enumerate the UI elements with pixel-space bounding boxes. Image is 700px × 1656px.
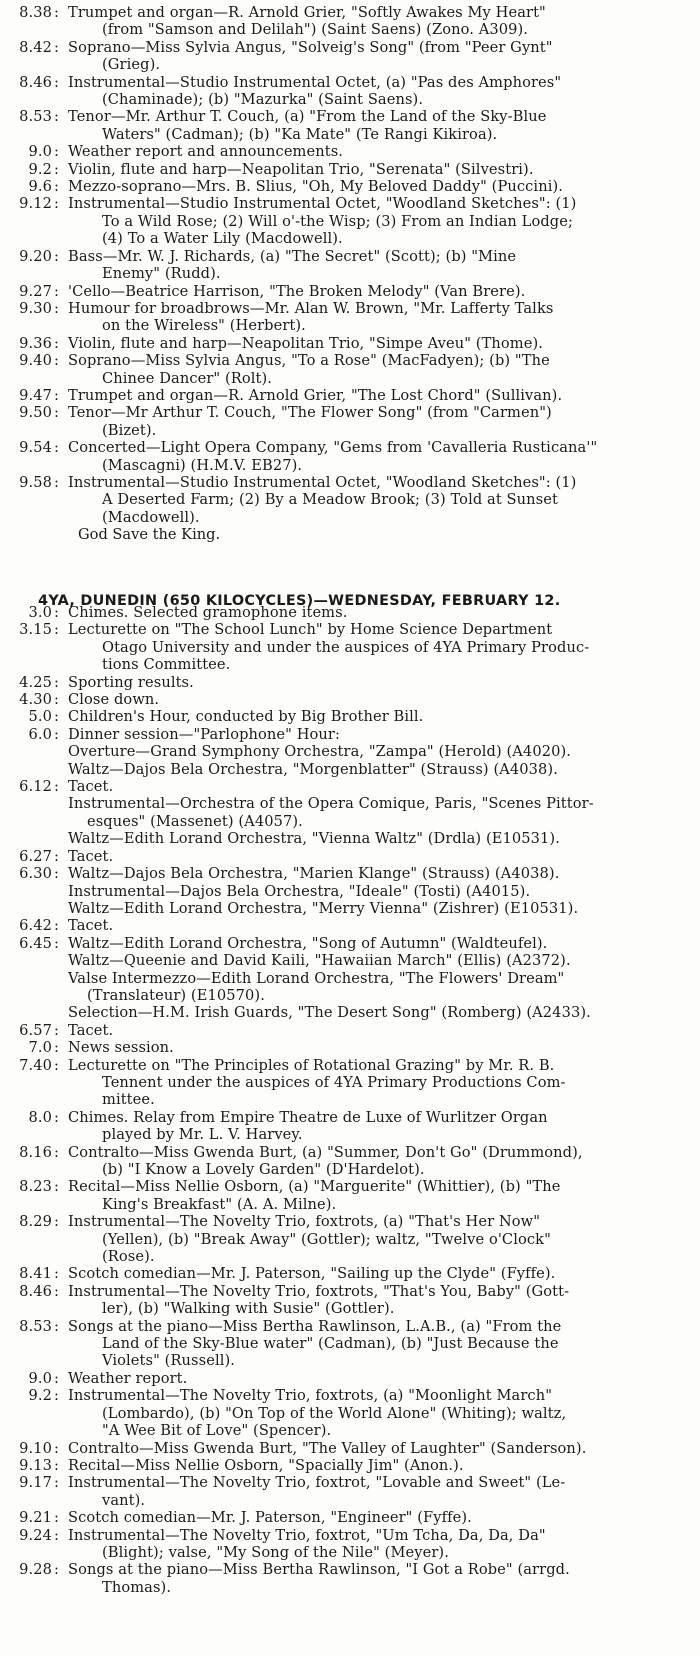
programme-time: 9.2 [28, 160, 52, 178]
programme-time: 9.50 [19, 404, 52, 422]
programme-line: Trumpet and organ—R. Arnold Grier, "Softly Awakes My Heart" [68, 4, 546, 21]
programme-time: 8.46 [19, 1282, 52, 1300]
programme-entry: 3.0 : Chimes. Selected gramophone items. [0, 604, 700, 621]
programme-description [68, 1109, 696, 1144]
programme-line: (Yellen), (b) "Break Away" (Gottler); waltz, "Twelve o'Clock" [102, 1230, 551, 1248]
programme-entry: 4.25 : Sporting results. [0, 674, 700, 691]
programme-time: 9.17 [19, 1474, 52, 1492]
programme-entry: 9.0 : Weather report and announcements. [0, 143, 700, 160]
programme-entry: 3.15 : Lecturette on "The School Lunch" by Home Science Department Otago University and under the auspices of 4YA Primary Produc- tions Committee. [0, 621, 700, 673]
programme-line: Instrumental—Studio Instrumental Octet, "Woodland Sketches": (1) [68, 473, 577, 491]
programme-entry: 8.0 : Chimes. Relay from Empire Theatre de Luxe of Wurlitzer Organ played by Mr. L. V. Harvey. [0, 1109, 700, 1144]
programme-line: Scotch comedian—Mr. J. Paterson, "Engineer" (Fyffe). [68, 1509, 472, 1527]
programme-time: 6.30 [19, 865, 52, 883]
programme-line: Tenor—Mr. Arthur T. Couch, (a) "From the Land of the Sky-Blue [68, 108, 547, 126]
programme-line: Tacet. [68, 1021, 114, 1039]
programme-time: 8.42 [19, 38, 52, 56]
programme-line: (from "Samson and Delilah") (Saint Saens) (Zono. A309). [102, 21, 529, 39]
programme-description [68, 1440, 696, 1457]
programme-description [68, 1039, 696, 1056]
programme-sub-item: Waltz—Queenie and David Kaili, "Hawaiian March" (Ellis) (A2372). [68, 952, 571, 970]
programme-entry: 8.53 : Tenor—Mr. Arthur T. Couch, (a) "From the Land of the Sky-Blue Waters" (Cadman); (b) "Ka Mate" (Te Rangi Kikiroa). [0, 108, 700, 143]
programme-description [68, 352, 696, 387]
programme-entry: 6.30 : Waltz—Dajos Bela Orchestra, "Marien Klange" (Strauss) (A4038). Instrumental—Dajos Bela Orchestra, "Ideale" (Tosti) (A4015). Waltz—Edith Lorand Orchestra, "Merry Vienna" (Zishrer) (E10531). [0, 865, 700, 917]
programme-time: 9.2 [28, 1387, 52, 1405]
programme-time: 9.21 [19, 1509, 52, 1527]
programme-entry: 8.53 : Songs at the piano—Miss Bertha Rawlinson, L.A.B., (a) "From the Land of the Sky-Blue water" (Cadman), (b) "Just Because the Violets" (Russell). [0, 1318, 700, 1370]
programme-description [68, 39, 696, 74]
programme-line: Concerted—Light Opera Company, "Gems from 'Cavalleria Rusticana'" [68, 439, 598, 457]
programme-line: Contralto—Miss Gwenda Burt, (a) "Summer, Don't Go" (Drummond), [68, 1143, 583, 1161]
programme-line: (Mascagni) (H.M.V. EB27). [102, 456, 303, 474]
programme-description [68, 195, 696, 247]
programme-entry: 6.0 : Dinner session—"Parlophone" Hour: Overture—Grand Symphony Orchestra, "Zampa" (Herold) (A4020). Waltz—Dajos Bela Orchestra, "Morgenblatter" (Strauss) (A4038). [0, 726, 700, 778]
programme-entry: 8.42 : Soprano—Miss Sylvia Angus, "Solveig's Song" (from "Peer Gynt" (Grieg). [0, 39, 700, 74]
programme-line: Dinner session—"Parlophone" Hour: [68, 725, 340, 743]
programme-line: Sporting results. [68, 673, 194, 691]
programme-time: 9.54 [19, 439, 52, 457]
programme-description [68, 387, 696, 404]
programme-description [68, 1509, 696, 1526]
programme-description [68, 1022, 696, 1039]
programme-time: 9.0 [28, 143, 52, 161]
programme-entry: 9.28 : Songs at the piano—Miss Bertha Rawlinson, "I Got a Robe" (arrgd. Thomas). [0, 1561, 700, 1596]
programme-line: (Lombardo), (b) "On Top of the World Alone" (Whiting); waltz, [102, 1404, 567, 1422]
programme-description [68, 335, 696, 352]
programme-description [68, 161, 696, 178]
programme-entry: 9.2 : Instrumental—The Novelty Trio, foxtrots, (a) "Moonlight March" (Lombardo), (b) "On Top of the World Alone" (Whiting); waltz, "A Wee Bit of Love" (Spencer). [0, 1387, 700, 1439]
programme-entry: 6.42 : Tacet. [0, 917, 700, 934]
programme-line: Songs at the piano—Miss Bertha Rawlinson, L.A.B., (a) "From the [68, 1317, 562, 1335]
programme-line: Instrumental—The Novelty Trio, foxtrot, "Lovable and Sweet" (Le- [68, 1474, 566, 1492]
programme-time: 9.6 [28, 178, 52, 196]
programme-time: 9.0 [28, 1369, 52, 1387]
programme-time: 9.24 [19, 1526, 52, 1544]
programme-time: 9.58 [19, 473, 52, 491]
programme-description [68, 1457, 696, 1474]
programme-description [68, 604, 696, 621]
programme-line: Tacet. [68, 917, 114, 935]
programme-line: Chimes. Relay from Empire Theatre de Luxe of Wurlitzer Organ [68, 1108, 548, 1126]
programme-line: Instrumental—Studio Instrumental Octet, "Woodland Sketches": (1) [68, 195, 577, 213]
programme-entry: 9.10 : Contralto—Miss Gwenda Burt, "The Valley of Laughter" (Sanderson). [0, 1440, 700, 1457]
programme-description [68, 1474, 696, 1509]
programme-line: King's Breakfast" (A. A. Milne). [102, 1195, 337, 1213]
programme-time: 9.10 [19, 1439, 52, 1457]
programme-line: Waltz—Dajos Bela Orchestra, "Marien Klange" (Strauss) (A4038). [68, 865, 560, 883]
programme-entry: 8.41 : Scotch comedian—Mr. J. Paterson, "Sailing up the Clyde" (Fyffe). [0, 1265, 700, 1282]
programme-time: 6.12 [19, 778, 52, 796]
station-heading: 4YA, DUNEDIN (650 KILOCYCLES)—WEDNESDAY, FEBRUARY 12. [38, 593, 561, 609]
programme-entry: 8.46 : Instrumental—The Novelty Trio, foxtrots, "That's You, Baby" (Gott- ler), (b) "Walking with Susie" (Gottler). [0, 1283, 700, 1318]
programme-line: Tacet. [68, 778, 114, 796]
programme-entry: 5.0 : Children's Hour, conducted by Big Brother Bill. [0, 708, 700, 725]
programme-line: (4) To a Water Lily (Macdowell). [102, 230, 343, 248]
programme-time: 9.40 [19, 352, 52, 370]
programme-entry: 9.58 : Instrumental—Studio Instrumental Octet, "Woodland Sketches": (1) A Deserted Farm; (2) By a Meadow Brook; (3) Told at Sunset (Macdowell). [0, 474, 700, 526]
programme-entry: 9.17 : Instrumental—The Novelty Trio, foxtrot, "Lovable and Sweet" (Le- vant). [0, 1474, 700, 1509]
programme-line: on the Wireless" (Herbert). [102, 317, 306, 335]
programme-description [68, 917, 696, 934]
programme-description [68, 1387, 696, 1439]
programme-sub-item: Waltz—Edith Lorand Orchestra, "Merry Vienna" (Zishrer) (E10531). [68, 899, 579, 917]
programme-time: 8.23 [19, 1178, 52, 1196]
programme-time: 9.28 [19, 1561, 52, 1579]
programme-time: 9.27 [19, 282, 52, 300]
programme-line: played by Mr. L. V. Harvey. [102, 1126, 303, 1144]
programme-line: Bass—Mr. W. J. Richards, (a) "The Secret" (Scott); (b) "Mine [68, 247, 517, 265]
programme-line: A Deserted Farm; (2) By a Meadow Brook; (3) Told at Sunset [102, 491, 558, 509]
programme-description [68, 439, 696, 474]
programme-line: (Rose). [102, 1248, 155, 1266]
programme-line: Instrumental—The Novelty Trio, foxtrot, "Um Tcha, Da, Da, Da" [68, 1526, 546, 1544]
programme-line: (b) "I Know a Lovely Garden" (D'Hardelot). [102, 1161, 425, 1178]
programme-line: Close down. [68, 691, 160, 709]
programme-description [68, 865, 696, 917]
programme-time: 3.0 [28, 604, 52, 621]
programme-description [68, 778, 696, 848]
programme-description [68, 848, 696, 865]
programme-entry: 8.38 : Trumpet and organ—R. Arnold Grier, "Softly Awakes My Heart" (from "Samson and Delilah") (Saint Saens) (Zono. A309). [0, 4, 700, 39]
programme-line: Violin, flute and harp—Neapolitan Trio, "Serenata" (Silvestri). [68, 160, 534, 178]
programme-line: Waters" (Cadman); (b) "Ka Mate" (Te Rangi Kikiroa). [102, 125, 498, 143]
programme-time: 9.30 [19, 299, 52, 317]
programme-line: Lecturette on "The School Lunch" by Home Science Department [68, 621, 553, 639]
programme-line: (Bizet). [102, 421, 157, 439]
programme-line: Violets" (Russell). [102, 1352, 236, 1370]
programme-line: Chimes. Selected gramophone items. [68, 604, 348, 621]
programme-time: 9.36 [19, 334, 52, 352]
programme-line: (Chaminade); (b) "Mazurka" (Saint Saens). [102, 91, 424, 109]
programme-entry: 9.0 : Weather report. [0, 1370, 700, 1387]
programme-entry: 9.12 : Instrumental—Studio Instrumental Octet, "Woodland Sketches": (1) To a Wild Rose; (2) Will o'-the Wisp; (3) From an Indian Lodge; (4) To a Water Lily (Macdowell). [0, 195, 700, 247]
programme-time: 8.53 [19, 1317, 52, 1335]
programme-line: Lecturette on "The Principles of Rotational Grazing" by Mr. R. B. [68, 1056, 555, 1074]
programme-line: Waltz—Edith Lorand Orchestra, "Song of Autumn" (Waldteufel). [68, 934, 548, 952]
programme-line: Tennent under the auspices of 4YA Primary Productions Com- [102, 1073, 566, 1091]
programme-line: Weather report and announcements. [68, 143, 344, 161]
programme-description [68, 1561, 696, 1596]
programme-line: ler), (b) "Walking with Susie" (Gottler). [102, 1300, 395, 1318]
programme-description [68, 935, 696, 1022]
programme-entry: 7.40 : Lecturette on "The Principles of Rotational Grazing" by Mr. R. B. Tennent under the auspices of 4YA Primary Productions Com- mittee. [0, 1057, 700, 1109]
programme-sub-item: Waltz—Edith Lorand Orchestra, "Vienna Waltz" (Drdla) (E10531). [68, 830, 560, 848]
programme-line: mittee. [102, 1091, 155, 1109]
programme-description [68, 1057, 696, 1109]
programme-description [68, 1144, 696, 1179]
programme-line: Trumpet and organ—R. Arnold Grier, "The Lost Chord" (Sullivan). [68, 386, 563, 404]
programme-line: Instrumental—The Novelty Trio, foxtrots, (a) "Moonlight March" [68, 1387, 553, 1405]
programme-line: Scotch comedian—Mr. J. Paterson, "Sailing up the Clyde" (Fyffe). [68, 1265, 556, 1283]
programme-time: 6.45 [19, 934, 52, 952]
programme-entry: 9.50 : Tenor—Mr Arthur T. Couch, "The Flower Song" (from "Carmen") (Bizet). [0, 404, 700, 439]
programme-description [68, 283, 696, 300]
programme-sub-item: (Translateur) (E10570). [68, 986, 265, 1004]
programme-entry: 9.27 : 'Cello—Beatrice Harrison, "The Broken Melody" (Van Brere). [0, 283, 700, 300]
programme-sub-item: Overture—Grand Symphony Orchestra, "Zampa" (Herold) (A4020). [68, 743, 572, 761]
programme-line: Instrumental—The Novelty Trio, foxtrots, "That's You, Baby" (Gott- [68, 1282, 570, 1300]
programme-line: Songs at the piano—Miss Bertha Rawlinson, "I Got a Robe" (arrgd. [68, 1561, 570, 1579]
programme-entry: 9.13 : Recital—Miss Nellie Osborn, "Spacially Jim" (Anon.). [0, 1457, 700, 1474]
programme-line: Instrumental—The Novelty Trio, foxtrots, (a) "That's Her Now" [68, 1213, 541, 1231]
programme-time: 8.29 [19, 1213, 52, 1231]
programme-description [68, 621, 696, 673]
programme-entry: 6.27 : Tacet. [0, 848, 700, 865]
programme-line: Contralto—Miss Gwenda Burt, "The Valley of Laughter" (Sanderson). [68, 1439, 587, 1457]
programme-description [68, 708, 696, 725]
programme-time: 9.20 [19, 247, 52, 265]
programme-time: 6.42 [19, 917, 52, 935]
programme-line: (Blight); valse, "My Song of the Nile" (Meyer). [102, 1543, 449, 1561]
programme-entry: 9.21 : Scotch comedian—Mr. J. Paterson, "Engineer" (Fyffe). [0, 1509, 700, 1526]
programme-line: Violin, flute and harp—Neapolitan Trio, "Simpe Aveu" (Thome). [68, 334, 543, 352]
programme-line: 'Cello—Beatrice Harrison, "The Broken Melody" (Van Brere). [68, 282, 526, 300]
programme-entry: 8.46 : Instrumental—Studio Instrumental Octet, (a) "Pas des Amphores" (Chaminade); (b) "Mazurka" (Saint Saens). [0, 74, 700, 109]
programme-line: Enemy" (Rudd). [102, 265, 221, 283]
programme-time: 6.27 [19, 847, 52, 865]
programme-line: Humour for broadbrows—Mr. Alan W. Brown, "Mr. Lafferty Talks [68, 299, 554, 317]
programme-entry: 9.20 : Bass—Mr. W. J. Richards, (a) "The Secret" (Scott); (b) "Mine Enemy" (Rudd). [0, 248, 700, 283]
programme-sub-item: Valse Intermezzo—Edith Lorand Orchestra, "The Flowers' Dream" [68, 969, 565, 987]
programme-line: Instrumental—Studio Instrumental Octet, (a) "Pas des Amphores" [68, 73, 562, 91]
programme-entry: 7.0 : News session. [0, 1039, 700, 1056]
programme-time: 9.12 [19, 195, 52, 213]
programme-line: Tenor—Mr Arthur T. Couch, "The Flower Song" (from "Carmen") [68, 404, 552, 422]
programme-sub-item: Selection—H.M. Irish Guards, "The Desert Song" (Romberg) (A2433). [68, 1004, 591, 1022]
programme-entry: 9.47 : Trumpet and organ—R. Arnold Grier, "The Lost Chord" (Sullivan). [0, 387, 700, 404]
programme-time: 5.0 [28, 708, 52, 726]
programme-entry: 8.16 : Contralto—Miss Gwenda Burt, (a) "Summer, Don't Go" (Drummond), (b) "I Know a Lovely Garden" (D'Hardelot). [0, 1144, 700, 1179]
programme-entry: 8.23 : Recital—Miss Nellie Osborn, (a) "Marguerite" (Whittier), (b) "The King's Breakfast" (A. A. Milne). [0, 1178, 700, 1213]
programme-line: Thomas). [102, 1578, 172, 1596]
programme-time: 7.40 [19, 1056, 52, 1074]
programme-time: 4.25 [19, 673, 52, 691]
programme-description [68, 1370, 696, 1387]
programme-time: 8.46 [19, 73, 52, 91]
programme-entry: 6.12 : Tacet. Instrumental—Orchestra of the Opera Comique, Paris, "Scenes Pittor- esques" (Massenet) (A4057). Waltz—Edith Lorand Orchestra, "Vienna Waltz" (Drdla) (E10531). [0, 778, 700, 848]
programme-time: 8.0 [28, 1108, 52, 1126]
programme-time: 4.30 [19, 691, 52, 709]
programme-description [68, 1213, 696, 1265]
programme-time: 9.47 [19, 386, 52, 404]
programme-time: 8.53 [19, 108, 52, 126]
programme-line: Recital—Miss Nellie Osborn, "Spacially Jim" (Anon.). [68, 1456, 464, 1474]
programme-line: (Macdowell). [102, 508, 200, 526]
programme-time: 8.41 [19, 1265, 52, 1283]
programme-entry: 4.30 : Close down. [0, 691, 700, 708]
programme-entry: 9.30 : Humour for broadbrows—Mr. Alan W. Brown, "Mr. Lafferty Talks on the Wireless" (Herbert). [0, 300, 700, 335]
programme-line: Tacet. [68, 847, 114, 865]
programme-description [68, 1178, 696, 1213]
programme-description [68, 1527, 696, 1562]
programme-line: To a Wild Rose; (2) Will o'-the Wisp; (3) From an Indian Lodge; [102, 212, 573, 230]
programme-line: Weather report. [68, 1369, 188, 1387]
programme-block-previous-station [0, 4, 700, 544]
programme-description [68, 4, 696, 39]
programme-description [68, 691, 696, 708]
programme-line: Chinee Dancer" (Rolt). [102, 369, 273, 387]
programme-line: Children's Hour, conducted by Big Brother Bill. [68, 708, 424, 726]
programme-time: 9.13 [19, 1456, 52, 1474]
programme-line: "A Wee Bit of Love" (Spencer). [102, 1422, 332, 1440]
programme-description [68, 474, 696, 526]
programme-description [68, 1265, 696, 1282]
programme-description [68, 300, 696, 335]
programme-entry: 9.36 : Violin, flute and harp—Neapolitan Trio, "Simpe Aveu" (Thome). [0, 335, 700, 352]
programme-description [68, 404, 696, 439]
programme-sub-item: Waltz—Dajos Bela Orchestra, "Morgenblatter" (Strauss) (A4038). [68, 760, 558, 778]
programme-time: 7.0 [28, 1039, 52, 1057]
programme-line: Soprano—Miss Sylvia Angus, "To a Rose" (MacFadyen); (b) "The [68, 352, 550, 370]
closing-line: God Save the King. [78, 526, 221, 544]
programme-line: Mezzo-soprano—Mrs. B. Slius, "Oh, My Beloved Daddy" (Puccini). [68, 178, 563, 196]
programme-time: 6.57 [19, 1021, 52, 1039]
programme-line: News session. [68, 1039, 174, 1057]
programme-description [68, 1318, 696, 1370]
programme-description [68, 178, 696, 195]
programme-description [68, 1283, 696, 1318]
programme-description [68, 248, 696, 283]
programme-description [68, 674, 696, 691]
programme-description [68, 726, 696, 778]
programme-time: 8.38 [19, 4, 52, 21]
programme-entry: 9.54 : Concerted—Light Opera Company, "Gems from 'Cavalleria Rusticana'" (Mascagni) (H.M.V. EB27). [0, 439, 700, 474]
programme-time: 3.15 [19, 621, 52, 639]
programme-line: vant). [102, 1491, 146, 1509]
programme-entry: 8.29 : Instrumental—The Novelty Trio, foxtrots, (a) "That's Her Now" (Yellen), (b) "Break Away" (Gottler); waltz, "Twelve o'Clock" (Rose). [0, 1213, 700, 1265]
programme-line: Land of the Sky-Blue water" (Cadman), (b) "Just Because the [102, 1335, 559, 1353]
programme-entry: 9.40 : Soprano—Miss Sylvia Angus, "To a Rose" (MacFadyen); (b) "The Chinee Dancer" (Rolt). [0, 352, 700, 387]
programme-description [68, 143, 696, 160]
programme-entry: 9.24 : Instrumental—The Novelty Trio, foxtrot, "Um Tcha, Da, Da, Da" (Blight); valse, "My Song of the Nile" (Meyer). [0, 1527, 700, 1562]
programme-time: 8.16 [19, 1143, 52, 1161]
programme-sub-item: Instrumental—Dajos Bela Orchestra, "Ideale" (Tosti) (A4015). [68, 882, 531, 900]
programme-sub-item: Instrumental—Orchestra of the Opera Comique, Paris, "Scenes Pittor- [68, 795, 594, 813]
programme-line: Soprano—Miss Sylvia Angus, "Solveig's Song" (from "Peer Gynt" [68, 38, 553, 56]
programme-sub-item: esques" (Massenet) (A4057). [68, 812, 303, 830]
programme-description [68, 74, 696, 109]
programme-block-4ya-dunedin [0, 604, 700, 1596]
programme-line: (Grieg). [102, 56, 161, 74]
programme-entry: 6.45 : Waltz—Edith Lorand Orchestra, "Song of Autumn" (Waldteufel). Waltz—Queenie and David Kaili, "Hawaiian March" (Ellis) (A2372). Valse Intermezzo—Edith Lorand Orchestra, "The Flowers' Dream" (Translateur) (E10570). Selection—H.M. Irish Guards, "The Desert Song" (Romberg) (A2433). [0, 935, 700, 1022]
programme-time: 6.0 [28, 725, 52, 743]
programme-entry: 9.6 : Mezzo-soprano—Mrs. B. Slius, "Oh, My Beloved Daddy" (Puccini). [0, 178, 700, 195]
programme-line: Recital—Miss Nellie Osborn, (a) "Marguerite" (Whittier), (b) "The [68, 1178, 561, 1196]
programme-line: tions Committee. [102, 656, 231, 674]
programme-entry: 9.2 : Violin, flute and harp—Neapolitan Trio, "Serenata" (Silvestri). [0, 161, 700, 178]
programme-entry: 6.57 : Tacet. [0, 1022, 700, 1039]
programme-description [68, 108, 696, 143]
programme-line: Otago University and under the auspices of 4YA Primary Produc- [102, 638, 590, 656]
